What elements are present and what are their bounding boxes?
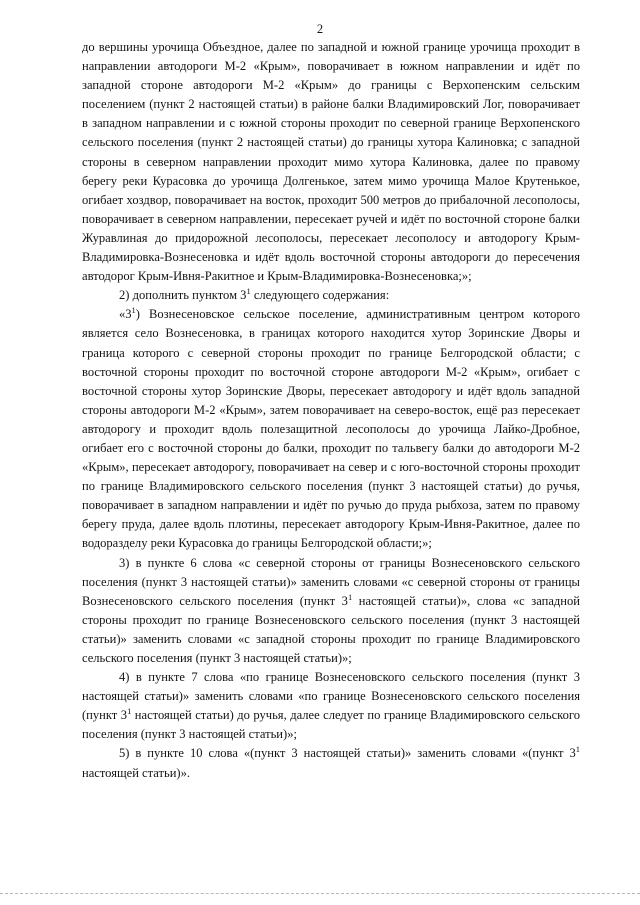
superscript-marker: 1 <box>575 744 580 755</box>
paragraph-text: следующего содержания: <box>250 288 390 303</box>
paragraph-text: 3) в пункте 6 слова «с северной стороны от границы Вознесеновского сельского поселения (пункт 3 настоящей статьи)» заменить словами «с северной стороны от границы Вознесеновского сельского поселения (пункт 3 <box>82 555 580 608</box>
paragraph-p4 <box>82 554 580 669</box>
paragraph-text: ) Вознесеновское сельское поселение, административным центром которого является село Вознесеновка, в границах которого находится хутор Зоринские Дворы и граница которого с северной стороны проходит по границе Белгородской области; с восточной стороны проходит по восточной стороне автодороги М-2 «Крым», огибает с восточной стороны хутор Зоринские Дворы, пересекает автодорогу и идёт вдоль западной стороны автодороги М-2 «Крым», затем поворачивает на северо-восток, ещё раз пересекает автодорогу и проходит вдоль полезащитной лесополосы до урочища Лайко-Дробное, огибает его с восточной стороны до балки, проходит по тальвегу балки до автодороги М-2 «Крым», пересекает автодорогу, поворачивает на север и с юго-восточной стороны проходит по границе Владимировского сельского поселения (пункт 3 настоящей статьи) до ручья, поворачивает в западном направлении и идёт по ручью до пруда рыбхоза, затем по правому берегу пруда, далее вдоль плотины, пересекает автодорогу Крым-Ивня-Ракитное, далее по водоразделу реки Курасовка до границы Белгородской области;»; <box>82 307 580 551</box>
page-number: 2 <box>316 22 324 36</box>
paragraph-p3 <box>82 305 580 553</box>
paragraph-p1 <box>82 38 580 286</box>
paragraph-text: настоящей статьи)». <box>82 765 191 780</box>
paragraph-p5 <box>82 668 580 744</box>
superscript-marker: 1 <box>347 591 353 602</box>
superscript-marker: 1 <box>246 286 251 297</box>
scan-edge-divider <box>0 893 640 895</box>
superscript-marker: 1 <box>127 706 132 717</box>
paragraph-text: 2) дополнить пунктом 3 <box>119 288 247 303</box>
paragraph-text: 5) в пункте 10 слова «(пункт 3 настоящей статьи)» заменить словами «(пункт 3 <box>119 746 576 761</box>
paragraph-text: до вершины урочища Объездное, далее по западной и южной границе урочища проходит в направлении автодороги М-2 «Крым», поворачивает в южном направлении и идёт по западной стороне автодороги М-2 «Крым» до границы с Верхопенским сельским поселением (пункт 2 настоящей статьи) в районе балки Владимировский Лог, поворачивает в западном направлении и с южной стороны проходит по северной границе Верхопенского сельского поселения (пункт 2 настоящей статьи) до границы хутора Калиновка; с западной стороны в северном направлении проходит мимо хутора Калиновка, далее по правому берегу реки Курасовка до урочища Долгенькое, затем мимо урочища Малое Крутенькое, огибает хоздвор, поворачивает на восток, проходит 500 метров до прибалочной лесополосы, поворачивает в северном направлении, пересекает ручей и идёт по восточной стороне балки Журавлиная до придорожной лесополосы, пересекает лесополосу и автодорогу Крым-Владимировка-Вознесеновка и идёт вдоль восточной стороны автодороги до пересечения автодорог Крым-Ивня-Ракитное и Крым-Владимировка-Вознесеновка;»; <box>82 40 580 284</box>
paragraph-text: настоящей статьи)», слова «с западной стороны проходит по границе Вознесеновского сельского поселения (пункт 3 настоящей статьи)» заменить словами «с западной стороны проходит по границе Владимировского сельского поселения (пункт 3 настоящей статьи)»; <box>82 593 580 665</box>
paragraph-p2 <box>82 286 580 305</box>
document-body <box>82 38 580 783</box>
paragraph-text: 4) в пункте 7 слова «по границе Вознесеновского сельского поселения (пункт 3 настоящей статьи)» заменить словами «по границе Вознесеновского сельского поселения (пункт 3 <box>82 670 580 723</box>
paragraph-p6 <box>82 744 580 782</box>
superscript-marker: 1 <box>131 305 136 316</box>
paragraph-text: «3 <box>119 307 132 322</box>
paragraph-text: настоящей статьи) до ручья, далее следует по границе Владимировского сельского поселения (пункт 3 настоящей статьи)»; <box>82 708 580 742</box>
